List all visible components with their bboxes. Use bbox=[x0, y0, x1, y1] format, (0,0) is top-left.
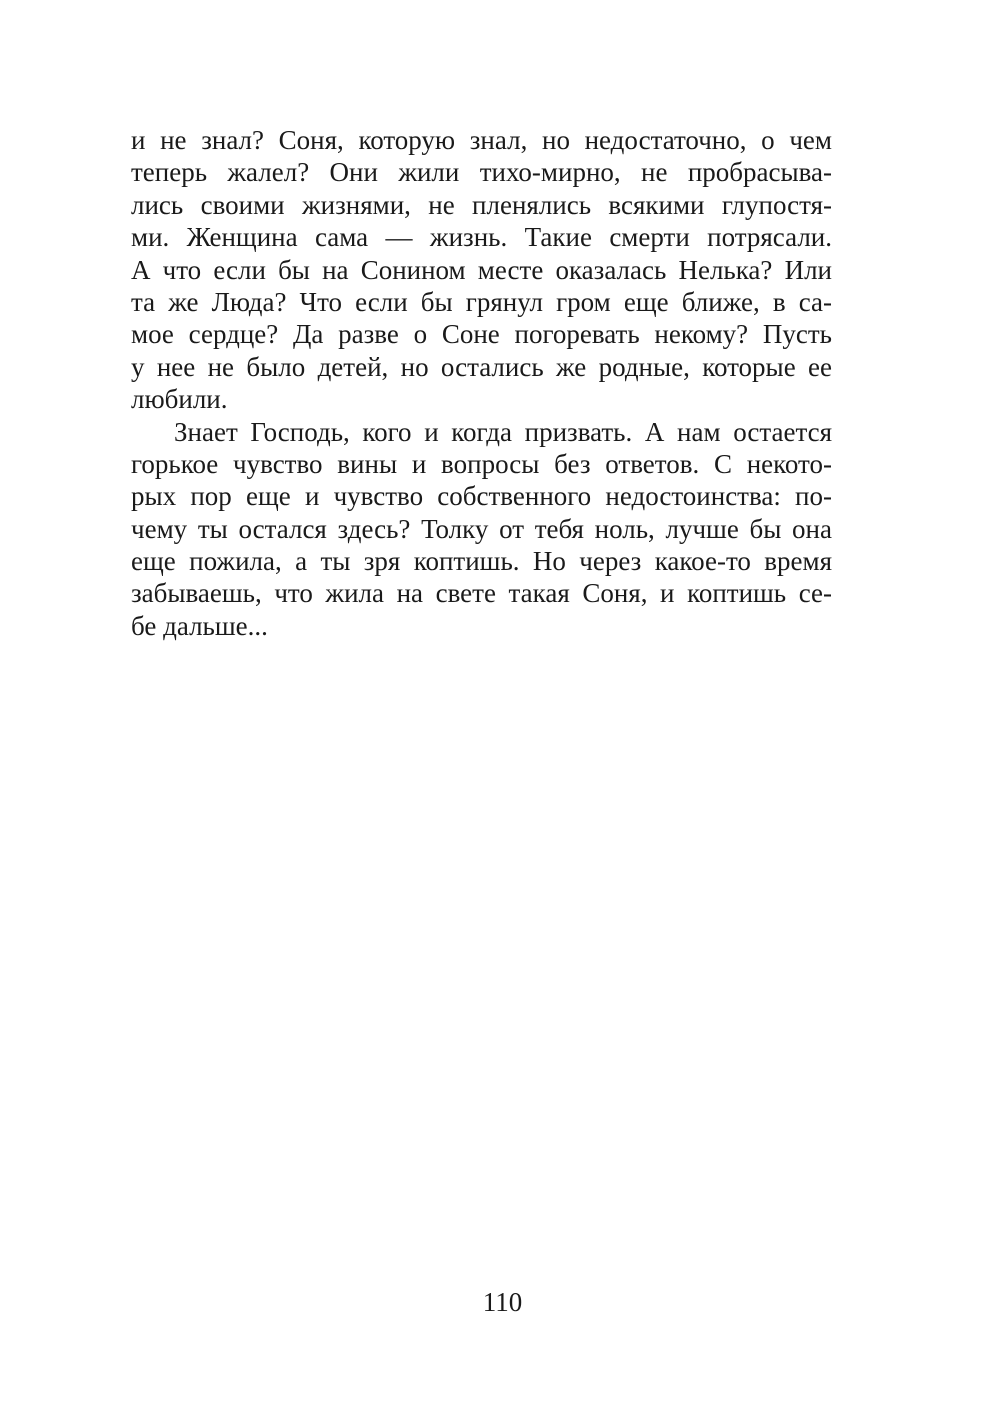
text-line: еще пожила, а ты зря коптишь. Но через какое-то время bbox=[131, 546, 832, 577]
text-line: чему ты остался здесь? Толку от тебя ноль, лучше бы она bbox=[131, 513, 832, 544]
text-line: Знает Господь, кого и когда призвать. А нам остается bbox=[174, 416, 832, 447]
text-line: забываешь, что жила на свете такая Соня, и коптишь се- bbox=[131, 578, 832, 609]
text-line: лись своими жизнями, не пленялись всякими глупостя- bbox=[131, 189, 832, 220]
text-line: горькое чувство вины и вопросы без ответов. С некото- bbox=[131, 448, 832, 479]
text-line: любили. bbox=[131, 384, 228, 415]
page-body-text bbox=[131, 124, 832, 642]
text-line: рых пор еще и чувство собственного недостоинства: по- bbox=[131, 481, 832, 512]
text-line: и не знал? Соня, которую знал, но недостаточно, о чем bbox=[131, 125, 832, 155]
text-line: мое сердце? Да разве о Соне погоревать некому? Пусть bbox=[131, 319, 832, 350]
text-line: ми. Женщина сама — жизнь. Такие смерти потрясали. bbox=[131, 222, 832, 253]
text-line: теперь жалел? Они жили тихо-мирно, не пробрасыва- bbox=[131, 157, 832, 188]
text-line: у нее не было детей, но остались же родные, которые ее bbox=[131, 351, 832, 382]
text-line: А что если бы на Сонином месте оказалась Нелька? Или bbox=[131, 254, 832, 285]
text-line: та же Люда? Что если бы грянул гром еще ближе, в са- bbox=[131, 286, 832, 317]
paragraph-1 bbox=[131, 124, 832, 416]
page-number: 110 bbox=[482, 1287, 523, 1317]
paragraph-2 bbox=[131, 416, 832, 643]
text-line: бе дальше... bbox=[131, 610, 268, 641]
